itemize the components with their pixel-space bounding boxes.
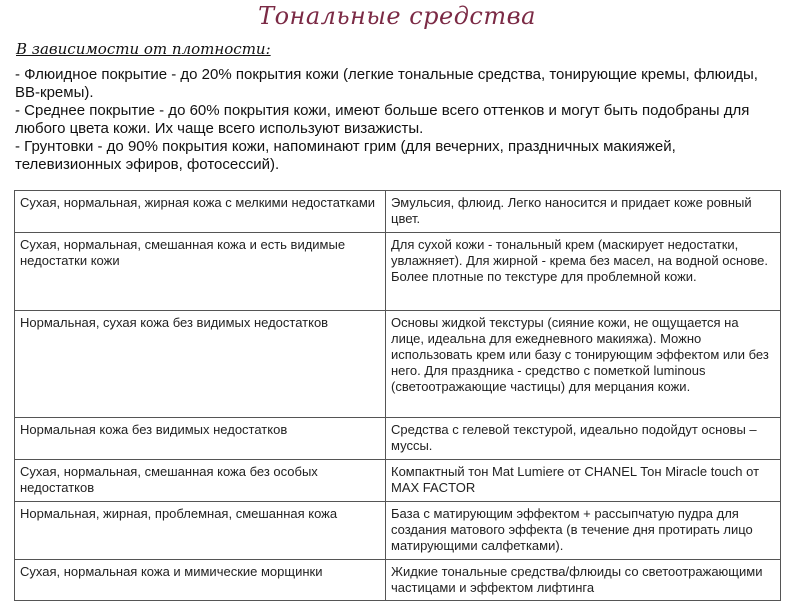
table-row [15,502,781,560]
table-row [15,560,781,601]
skin-type-cell: Сухая, нормальная кожа и мимические морщинки [15,560,386,601]
product-cell: База с матирующим эффектом + рассыпчатую пудра для создания матового эффекта (в течение дня протирать лицо матирующими салфетками). [386,502,781,560]
table-row [15,418,781,460]
intro-paragraph-medium: - Среднее покрытие - до 60% покрытия кожи, имеют больше всего оттенков и могут быть подобраны для любого цвета кожи. Их чаще всего используют визажисты. [15,102,750,137]
intro-paragraph-fluid: - Флюидное покрытие - до 20% покрытия кожи (легкие тональные средства, тонирующие кремы, флюиды, ВВ-кремы). [15,66,758,101]
product-cell: Жидкие тональные средства/флюиды со светоотражающими частицами и эффектом лифтинга [386,560,781,601]
product-cell: Средства с гелевой текстурой, идеально подойдут основы – муссы. [386,418,781,460]
intro-text [15,66,785,174]
page-title: Тональные средства [258,2,536,30]
table-row [15,460,781,502]
intro-paragraph-primer: - Грунтовки - до 90% покрытия кожи, напоминают грим (для вечерних, праздничных макияжей, телевизионных эфиров, фотосессий). [15,138,676,173]
product-cell: Основы жидкой текстуры (сияние кожи, не ощущается на лице, идеальна для ежедневного макияжа). Можно использовать крем или базу с тонирующим эффектом или без него. Для праздника - средство с пометкой luminous (светоотражающие частицы) для мерцания кожи. [386,311,781,418]
table-row [15,233,781,311]
product-cell: Эмульсия, флюид. Легко наносится и придает коже ровный цвет. [386,191,781,233]
section-subtitle: В зависимости от плотности: [16,40,271,58]
skin-type-cell: Нормальная, жирная, проблемная, смешанная кожа [15,502,386,560]
table-row [15,191,781,233]
skin-type-cell: Сухая, нормальная, смешанная кожа и есть видимые недостатки кожи [15,233,386,311]
foundation-table [14,190,781,601]
product-cell: Компактный тон Mat Lumiere от CHANEL Тон Miracle touch от MAX FACTOR [386,460,781,502]
skin-type-cell: Сухая, нормальная, жирная кожа с мелкими недостатками [15,191,386,233]
table-row [15,311,781,418]
skin-type-cell: Сухая, нормальная, смешанная кожа без особых недостатков [15,460,386,502]
product-cell: Для сухой кожи - тональный крем (маскирует недостатки, увлажняет). Для жирной - крема без масел, на водной основе. Более плотные по текстуре для проблемной кожи. [386,233,781,311]
skin-type-cell: Нормальная кожа без видимых недостатков [15,418,386,460]
skin-type-cell: Нормальная, сухая кожа без видимых недостатков [15,311,386,418]
